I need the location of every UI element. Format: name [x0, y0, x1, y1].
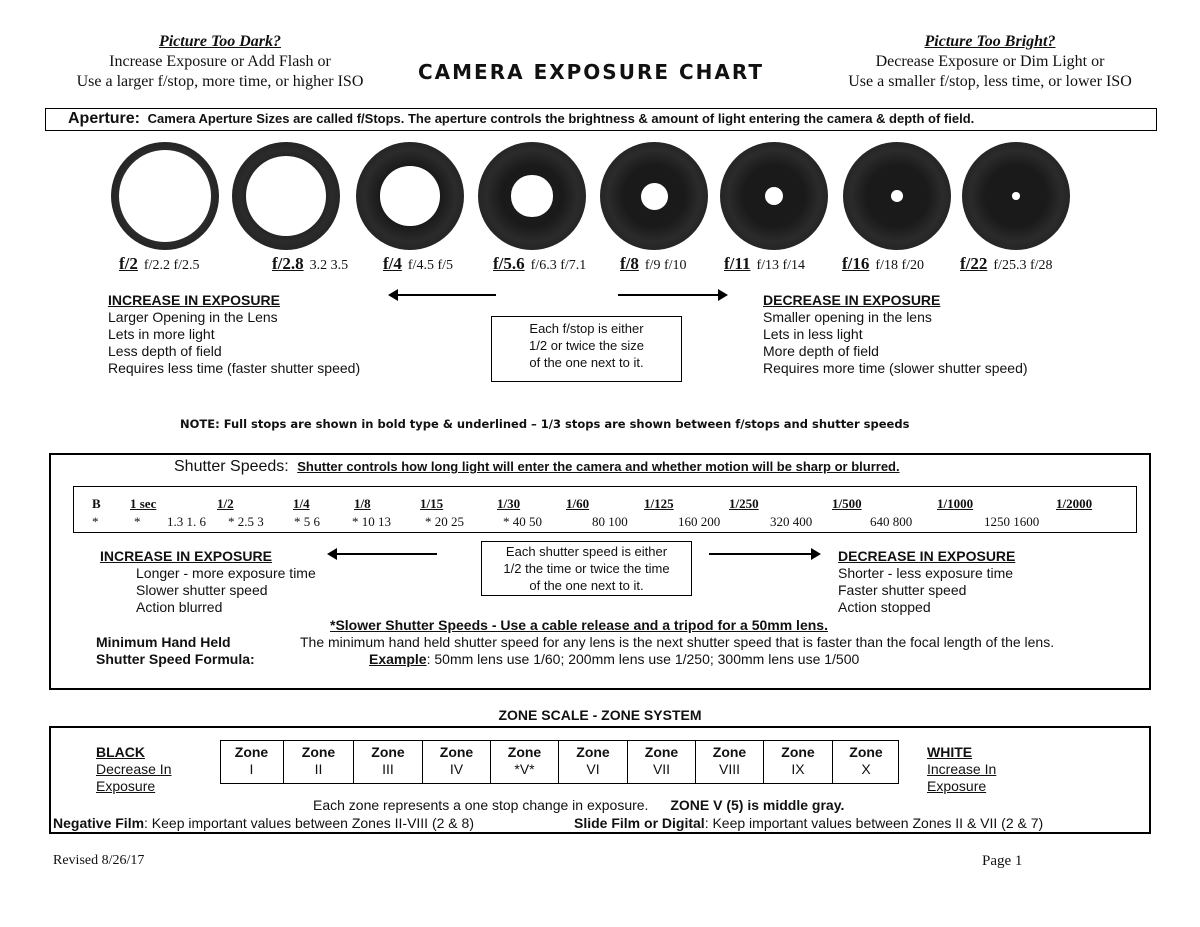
shutter-third-stop: 80 100	[592, 514, 628, 529]
aperture-decrease	[763, 292, 1028, 377]
negative-film-text: : Keep important values between Zones II-VIII (2 & 8)	[144, 815, 474, 831]
zone-cell	[220, 740, 283, 784]
zone-number: III	[382, 761, 394, 777]
shutter-decrease-heading: DECREASE IN EXPOSURE	[838, 548, 1016, 564]
aperture-decrease-item: More depth of field	[763, 343, 879, 359]
aperture-circle-icon	[356, 142, 464, 250]
shutter-third-stop: * 40 50	[503, 514, 542, 529]
zone-cell	[695, 740, 763, 784]
header-left-title: Picture Too Dark?	[158, 33, 282, 50]
shutter-full-stop: 1/125	[644, 496, 674, 511]
zone-explanation	[313, 797, 844, 813]
shutter-full-stop: 1/250	[729, 496, 759, 511]
aperture-circle-icon	[111, 142, 219, 250]
aperture-opening	[119, 150, 212, 243]
shutter-full-stop: 1/1000	[937, 496, 974, 511]
zone-label: Zone	[644, 744, 679, 760]
shutter-third-stop: 160 200	[678, 514, 721, 529]
aperture-circle-icon	[720, 142, 828, 250]
aperture-increase-item: Less depth of field	[108, 343, 222, 359]
fstop-label	[383, 254, 453, 274]
page-number: Page 1	[982, 853, 1023, 869]
zone-cell	[422, 740, 490, 784]
zone-cell	[832, 740, 899, 784]
shutter-full-stop: 1/60	[566, 496, 590, 511]
fstop-thirds: f/13 f/14	[756, 258, 806, 273]
shutter-decrease	[838, 548, 1015, 616]
arrow-right-icon	[709, 553, 819, 555]
shutter-decrease-item: Action stopped	[838, 599, 931, 615]
aperture-opening	[246, 156, 326, 236]
zone-cell	[353, 740, 422, 784]
aperture-increase-item: Requires less time (faster shutter speed)	[108, 360, 361, 376]
header-left-line1: Increase Exposure or Add Flash or	[109, 53, 331, 70]
aperture-circle-icon	[232, 142, 340, 250]
header-right	[818, 32, 1162, 92]
fstop-thirds: f/6.3 f/7.1	[530, 258, 587, 273]
zone-cell	[283, 740, 353, 784]
aperture-increase	[108, 292, 360, 377]
aperture-opening	[641, 183, 668, 210]
fstop-thirds: f/18 f/20	[875, 258, 924, 273]
zone-cell	[558, 740, 627, 784]
zone-black	[96, 744, 171, 795]
middle-gray-text: ZONE V (5) is middle gray.	[670, 797, 845, 813]
header-right-line2: Use a smaller f/stop, less time, or lower ISO	[848, 73, 1132, 90]
shutter-third-stop: * 20 25	[425, 514, 464, 529]
aperture-decrease-item: Lets in less light	[763, 326, 863, 342]
aperture-circle-icon	[962, 142, 1070, 250]
shutter-description: Shutter controls how long light will enter the camera and whether motion will be sharp or blurred.	[297, 459, 900, 474]
shutter-note-line: of the one next to it.	[529, 578, 644, 593]
shutter-full-stop: 1 sec	[130, 496, 157, 511]
zone-black-heading: BLACK	[96, 744, 145, 760]
zone-white-heading: WHITE	[927, 744, 973, 760]
zone-cell	[763, 740, 832, 784]
fstop-full: f/2	[119, 254, 138, 273]
shutter-full-stop: 1/8	[354, 496, 371, 511]
fstop-thirds: 3.2 3.5	[309, 258, 349, 273]
fstop-full: f/22	[960, 254, 988, 273]
slower-shutter-note: *Slower Shutter Speeds - Use a cable release and a tripod for a 50mm lens.	[330, 617, 828, 633]
fstop-thirds: f/25.3 f/28	[993, 258, 1053, 273]
aperture-decrease-item: Requires more time (slower shutter speed)	[763, 360, 1028, 376]
aperture-opening	[511, 175, 552, 216]
aperture-opening	[765, 187, 783, 205]
shutter-banner	[174, 458, 900, 476]
aperture-circle-icon	[600, 142, 708, 250]
shutter-increase-item: Longer - more exposure time	[136, 565, 316, 581]
fstop-label	[724, 254, 805, 274]
aperture-opening	[1012, 192, 1020, 200]
zone-title: ZONE SCALE - ZONE SYSTEM	[498, 707, 702, 723]
zone-label: Zone	[234, 744, 269, 760]
zone-label: Zone	[507, 744, 542, 760]
shutter-third-stop: * 5 6	[294, 514, 320, 529]
zone-number: VII	[652, 761, 671, 777]
zone-cell	[490, 740, 558, 784]
zone-white-line: Increase In	[927, 761, 997, 777]
fstop-label	[620, 254, 687, 274]
shutter-full-stop: 1/15	[420, 496, 444, 511]
shutter-third-stop: 1.3 1. 6	[167, 514, 206, 529]
zone-label: Zone	[849, 744, 883, 760]
shutter-note-box	[481, 541, 692, 596]
slide-film-label: Slide Film or Digital	[574, 815, 705, 831]
header-right-title: Picture Too Bright?	[924, 33, 1056, 50]
zone-number: X	[861, 761, 871, 777]
shutter-third-stop: * 2.5 3	[228, 514, 264, 529]
zone-number: *V*	[514, 761, 535, 777]
shutter-third-stop: 640 800	[870, 514, 913, 529]
shutter-full-stop: 1/2000	[1056, 496, 1093, 511]
shutter-full-stop: 1/4	[293, 496, 310, 511]
zone-cell	[627, 740, 695, 784]
zone-black-line: Decrease In	[96, 761, 172, 777]
shutter-increase-item: Slower shutter speed	[136, 582, 268, 598]
formula-text: The minimum hand held shutter speed for any lens is the next shutter speed that is faster than the focal length of the lens.	[300, 634, 1055, 650]
page-title: CAMERA EXPOSURE CHART	[418, 60, 765, 84]
fstop-full: f/2.8	[272, 254, 304, 273]
aperture-decrease-heading: DECREASE IN EXPOSURE	[763, 292, 941, 308]
zone-label: Zone	[712, 744, 747, 760]
each-zone-text: Each zone represents a one stop change in exposure.	[313, 797, 649, 813]
zone-number: II	[314, 761, 323, 777]
zone-white-line: Exposure	[927, 778, 987, 794]
fstop-full: f/11	[724, 254, 751, 273]
shutter-label: Shutter Speeds:	[174, 458, 289, 475]
fstop-note-line: 1/2 or twice the size	[529, 338, 644, 353]
zone-number: I	[249, 761, 254, 777]
aperture-increase-item: Lets in more light	[108, 326, 215, 342]
revised-date: Revised 8/26/17	[53, 853, 145, 868]
header-right-line1: Decrease Exposure or Dim Light or	[875, 53, 1105, 70]
aperture-decrease-item: Smaller opening in the lens	[763, 309, 932, 325]
fstop-label	[493, 254, 586, 274]
slide-film-note	[574, 815, 1043, 831]
shutter-decrease-item: Shorter - less exposure time	[838, 565, 1014, 581]
zone-label: Zone	[439, 744, 474, 760]
arrow-right-icon	[618, 294, 726, 296]
zone-black-line: Exposure	[96, 778, 156, 794]
shutter-decrease-item: Faster shutter speed	[838, 582, 967, 598]
header-left	[50, 32, 390, 92]
aperture-opening	[891, 190, 903, 202]
zone-number: IX	[791, 761, 805, 777]
arrow-left-icon	[390, 294, 496, 296]
negative-film-note	[53, 815, 474, 831]
negative-film-label: Negative Film	[53, 815, 145, 831]
zone-number: VIII	[718, 761, 740, 777]
fstop-note-box	[491, 316, 682, 382]
slide-film-text: : Keep important values between Zones II & VII (2 & 7)	[704, 815, 1044, 831]
fstop-note-line: of the one next to it.	[529, 355, 644, 370]
example-text: : 50mm lens use 1/60; 200mm lens use 1/250; 300mm lens use 1/500	[426, 651, 860, 667]
zone-white	[927, 744, 996, 795]
fstop-label	[272, 254, 348, 274]
header-left-line2: Use a larger f/stop, more time, or higher ISO	[76, 73, 364, 90]
shutter-increase-item: Action blurred	[136, 599, 223, 615]
fstop-full: f/4	[383, 254, 402, 273]
shutter-full-stop: 1/500	[832, 496, 862, 511]
formula-label	[96, 634, 255, 668]
fstop-label	[842, 254, 924, 274]
fstop-full: f/16	[842, 254, 870, 273]
shutter-note-line: 1/2 the time or twice the time	[503, 561, 670, 576]
formula-label-line: Shutter Speed Formula:	[96, 651, 255, 667]
aperture-circle-icon	[843, 142, 951, 250]
aperture-label: Aperture:	[68, 110, 141, 127]
zone-label: Zone	[781, 744, 815, 760]
aperture-opening	[380, 166, 439, 225]
shutter-full-stop: 1/2	[217, 496, 234, 511]
shutter-third-stop: * 10 13	[352, 514, 391, 529]
shutter-increase-heading: INCREASE IN EXPOSURE	[100, 548, 272, 564]
aperture-increase-item: Larger Opening in the Lens	[108, 309, 278, 325]
fstop-full: f/8	[620, 254, 639, 273]
aperture-description: Camera Aperture Sizes are called f/Stops. The aperture controls the brightness & amount of light entering the camera & depth of field.	[147, 111, 975, 126]
fstop-full: f/5.6	[493, 254, 525, 273]
shutter-full-stop: 1/30	[497, 496, 521, 511]
shutter-third-stop: 320 400	[770, 514, 813, 529]
shutter-third-stop: *	[92, 514, 99, 529]
zone-label: Zone	[576, 744, 610, 760]
fstop-thirds: f/4.5 f/5	[407, 258, 453, 273]
aperture-circle-icon	[478, 142, 586, 250]
fstop-label	[960, 254, 1053, 274]
zone-label: Zone	[301, 744, 336, 760]
zone-label: Zone	[371, 744, 405, 760]
shutter-full-stop: B	[92, 496, 101, 511]
full-stops-note: NOTE: Full stops are shown in bold type & underlined – 1/3 stops are shown between f/stops and shutter speeds	[180, 417, 910, 431]
shutter-third-stop: *	[134, 514, 141, 529]
shutter-note-line: Each shutter speed is either	[505, 544, 668, 559]
fstop-label	[119, 254, 200, 274]
formula-example	[369, 651, 859, 668]
aperture-increase-heading: INCREASE IN EXPOSURE	[108, 292, 280, 308]
fstop-note-line: Each f/stop is either	[529, 321, 644, 336]
shutter-increase	[100, 548, 316, 616]
fstop-thirds: f/2.2 f/2.5	[143, 258, 200, 273]
zone-number: IV	[449, 761, 464, 777]
example-label: Example	[369, 651, 427, 667]
formula-label-line: Minimum Hand Held	[96, 634, 231, 650]
shutter-third-stop: 1250 1600	[984, 514, 1040, 529]
zone-number: VI	[586, 761, 600, 777]
fstop-thirds: f/9 f/10	[644, 258, 687, 273]
arrow-left-icon	[329, 553, 437, 555]
aperture-banner	[45, 108, 1157, 131]
